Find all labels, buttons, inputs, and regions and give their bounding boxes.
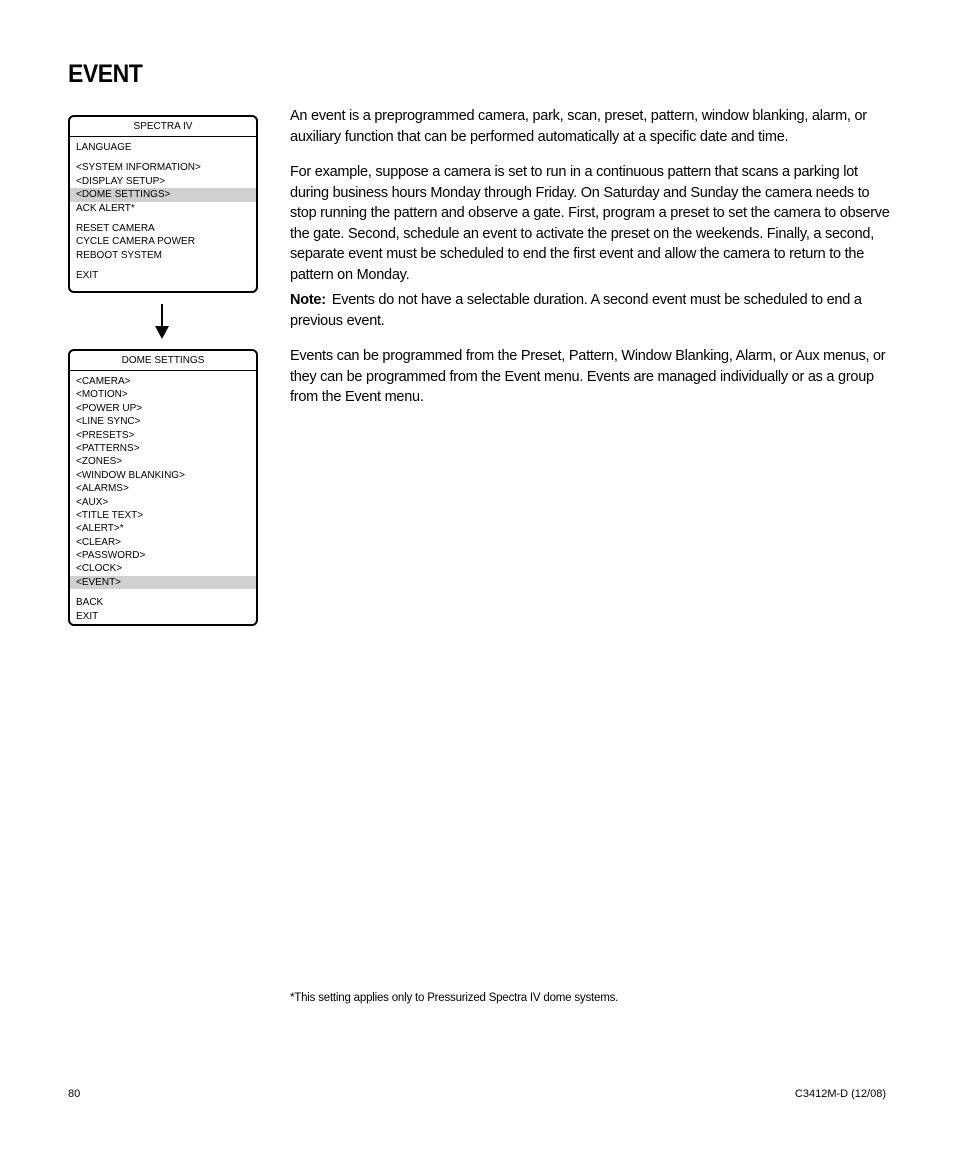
menu-item: <AUX> <box>76 496 109 508</box>
note-paragraph <box>290 290 890 331</box>
menu-item: <MOTION> <box>76 389 128 401</box>
menu-item: <PASSWORD> <box>76 550 146 562</box>
menu-item: <PATTERNS> <box>76 442 140 454</box>
menu-item: <PRESETS> <box>76 429 135 441</box>
menu-item: <ALERT>* <box>76 523 124 535</box>
menu-item: RESET CAMERA <box>76 222 155 234</box>
spectra-iv-menu-title: SPECTRA IV <box>70 117 256 137</box>
document-code: C3412M-D (12/08) <box>794 1088 886 1100</box>
menu-item: EXIT <box>76 610 99 622</box>
spectra-iv-menu <box>68 115 258 293</box>
spectra-iv-menu-items <box>70 137 256 287</box>
page-title: EVENT <box>68 60 143 88</box>
menu-item: BACK <box>76 597 104 609</box>
menu-group-gap <box>70 589 256 596</box>
programming-paragraph: Events can be programmed from the Preset, Pattern, Window Blanking, Alarm, or Aux menus, or they can be programmed from the Event menu. Events are managed individually or as a group from the Event menu. <box>290 348 886 405</box>
menu-group-gap <box>70 262 256 269</box>
menu-item: <ZONES> <box>76 456 123 468</box>
page-number: 80 <box>68 1088 81 1100</box>
menu-group-gap <box>70 154 256 161</box>
example-paragraph: For example, suppose a camera is set to run in a continuous pattern that scans a parking lot during business hours Monday through Friday. On Saturday and Sunday the camera needs to stop running the pattern and observe a gate. First, program a preset to set the camera to observe the gate. Second, schedule an event to activate the preset on the weekends. Finally, a second, separate event must be scheduled to end the first event and allow the camera to return to the pattern on Monday. <box>290 164 890 283</box>
note-label: Note: <box>290 292 326 308</box>
note-text: Events do not have a selectable duration. A second event must be scheduled to end a previous event. <box>290 292 862 329</box>
footnote: *This setting applies only to Pressurized Spectra IV dome systems. <box>290 992 619 1004</box>
menu-item: <POWER UP> <box>76 402 143 414</box>
menu-item: CYCLE CAMERA POWER <box>76 236 195 248</box>
dome-settings-menu-title: DOME SETTINGS <box>70 351 256 371</box>
menu-item: <LINE SYNC> <box>76 416 141 428</box>
menu-group-gap <box>70 215 256 222</box>
menu-item: <DISPLAY SETUP> <box>76 175 166 187</box>
dome-settings-menu-items <box>70 371 256 627</box>
menu-item: <SYSTEM INFORMATION> <box>76 162 201 174</box>
dome-settings-menu <box>68 349 258 626</box>
menu-item: <ALARMS> <box>76 483 129 495</box>
menu-item: <CLOCK> <box>76 563 123 575</box>
menu-item: <CAMERA> <box>76 376 131 387</box>
menu-item: <DOME SETTINGS> <box>70 188 256 201</box>
down-arrow-icon <box>153 304 171 340</box>
body-text <box>290 106 890 408</box>
menu-item: REBOOT SYSTEM <box>76 249 162 261</box>
menu-item: EXIT <box>76 270 99 282</box>
menu-item: <CLEAR> <box>76 536 122 548</box>
menu-item: <TITLE TEXT> <box>76 509 144 521</box>
menu-item: <EVENT> <box>70 576 256 589</box>
menu-item: LANGUAGE <box>76 142 132 153</box>
menu-item: ACK ALERT* <box>76 202 135 214</box>
menu-item: <WINDOW BLANKING> <box>76 469 185 481</box>
intro-paragraph: An event is a preprogrammed camera, park, scan, preset, pattern, window blanking, alarm, or auxiliary function that can be performed automatically at a specific date and time. <box>290 108 867 145</box>
